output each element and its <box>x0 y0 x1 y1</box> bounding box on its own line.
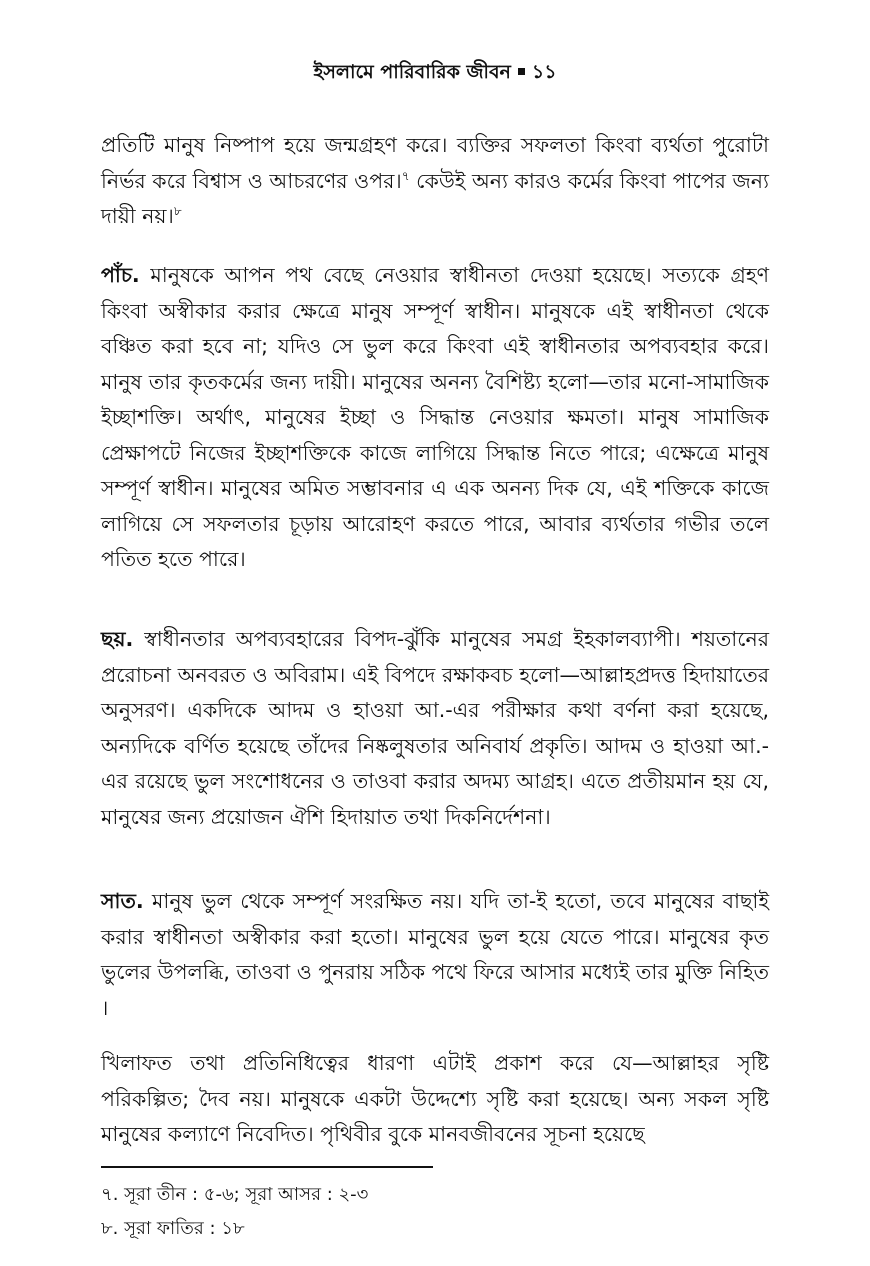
footnote-ref: ৮ <box>173 204 182 219</box>
page-number: ১১ <box>531 61 557 83</box>
paragraph-text: স্বাধীনতার অপব্যবহারের বিপদ-ঝুঁকি মানুষের সমগ্র ইহকালব্যাপী। শয়তানের প্ররোচনা অনবরত ও অবিরাম। এই বিপদে রক্ষাকবচ হলো—আল্লাহপ্রদত্ত হিদায়াতের অনুসরণ। একদিকে আদম ও হাওয়া আ.-এর পরীক্ষার কথা বর্ণনা করা হয়েছে, অন্যদিকে বর্ণিত হয়েছে তাঁদের নিষ্কলুষতার অনিবার্য প্রকৃতি। আদম ও হাওয়া আ.-এর রয়েছে ভুল সংশোধনের ও তাওবা করার অদম্য আগ্রহ। এতে প্রতীয়মান হয় যে, মানুষের জন্য প্রয়োজন ঐশি হিদায়াত তথা দিকনির্দেশনা। <box>101 627 769 829</box>
footnote-ref: ৭ <box>401 168 410 183</box>
paragraph-six <box>101 622 769 835</box>
paragraph-five <box>101 258 769 578</box>
paragraph-text: মানুষ ভুল থেকে সম্পূর্ণ সংরক্ষিত নয়। যদি তা-ই হতো, তবে মানুষের বাছাই করার স্বাধীনতা অস্বীকার করা হতো। মানুষের ভুল হয়ে যেতে পারে। মানুষের কৃত ভুলের উপলব্ধি, তাওবা ও পুনরায় সঠিক পথে ফিরে আসার মধ্যেই তার মুক্তি নিহিত । <box>101 889 769 1020</box>
paragraph-seven <box>101 884 769 1026</box>
book-title: ইসলামে পারিবারিক জীবন <box>313 61 511 83</box>
paragraph-text: খিলাফত তথা প্রতিনিধিত্বের ধারণা এটাই প্রকাশ করে যে—আল্লাহর সৃষ্টি পরিকল্পিত; দৈব নয়। মানুষকে একটা উদ্দেশ্যে সৃষ্টি করা হয়েছে। অন্য সকল সৃষ্টি মানুষের কল্যাণে নিবেদিত। পৃথিবীর বুকে মানবজীবনের সূচনা হয়েছে <box>101 1051 769 1146</box>
separator-square-icon <box>518 68 525 75</box>
paragraph-lead: সাত. <box>101 889 144 913</box>
running-header <box>0 58 870 86</box>
paragraph-intro <box>101 128 769 235</box>
paragraph-khilafat <box>101 1046 769 1153</box>
paragraph-lead: পাঁচ. <box>101 263 140 287</box>
paragraph-text: প্রতিটি মানুষ নিষ্পাপ হয়ে জন্মগ্রহণ করে। ব্যক্তির সফলতা কিংবা ব্যর্থতা পুরোটা নির্ভর করে বিশ্বাস ও আচরণের ওপর। <box>101 133 769 193</box>
paragraph-text: মানুষকে আপন পথ বেছে নেওয়ার স্বাধীনতা দেওয়া হয়েছে। সত্যকে গ্রহণ কিংবা অস্বীকার করার ক্ষেত্রে মানুষ সম্পূর্ণ স্বাধীন। মানুষকে এই স্বাধীনতা থেকে বঞ্চিত করা হবে না; যদিও সে ভুল করে কিংবা এই স্বাধীনতার অপব্যবহার করে। মানুষ তার কৃতকর্মের জন্য দায়ী। মানুষের অনন্য বৈশিষ্ট্য হলো—তার মনো-সামাজিক ইচ্ছাশক্তি। অর্থাৎ, মানুষের ইচ্ছা ও সিদ্ধান্ত নেওয়ার ক্ষমতা। মানুষ সামাজিক প্রেক্ষাপটে নিজের ইচ্ছাশক্তিকে কাজে লাগিয়ে সিদ্ধান্ত নিতে পারে; এক্ষেত্রে মানুষ সম্পূর্ণ স্বাধীন। মানুষের অমিত সম্ভাবনার এ এক অনন্য দিক যে, এই শক্তিকে কাজে লাগিয়ে সে সফলতার চূড়ায় আরোহণ করতে পারে, আবার ব্যর্থতার গভীর তলে পতিত হতে পারে। <box>101 263 769 571</box>
footnotes <box>101 1178 769 1246</box>
footnote-item: ৭. সূরা তীন : ৫-৬; সূরা আসর : ২-৩ <box>101 1184 369 1205</box>
paragraph-text-continued: কেউই অন্য কারও কর্মের কিংবা পাপের জন্য দায়ী নয়। <box>101 168 769 228</box>
footnote-item: ৮. সূরা ফাতির : ১৮ <box>101 1218 245 1239</box>
paragraph-lead: ছয়. <box>101 627 134 651</box>
footnote-divider <box>101 1166 433 1168</box>
